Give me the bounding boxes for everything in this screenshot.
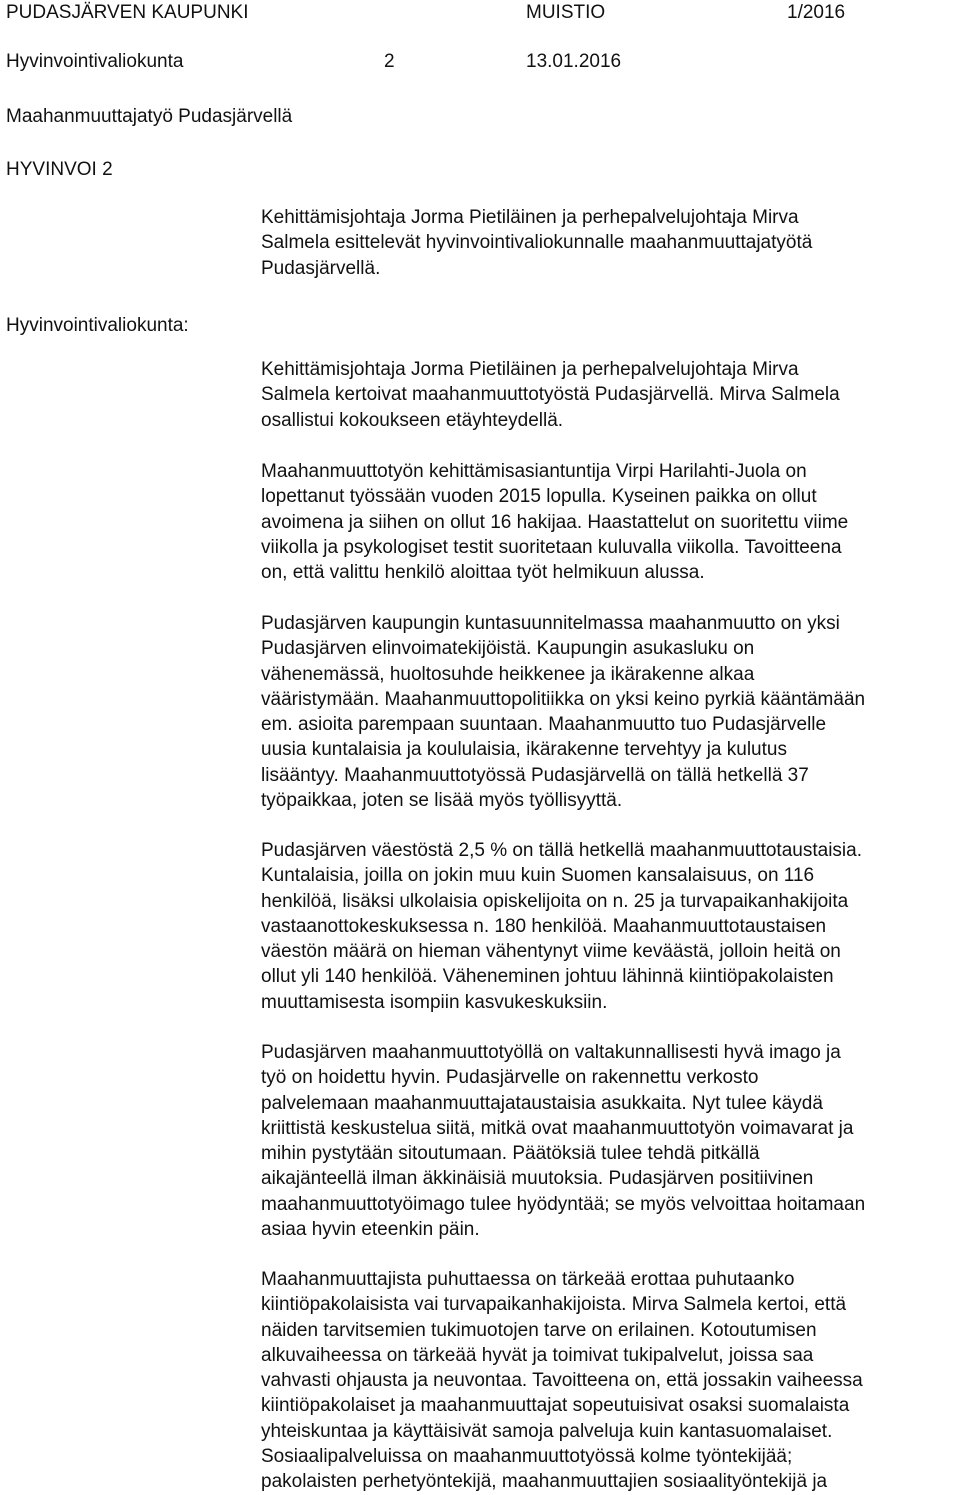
paragraph-population: Pudasjärven väestöstä 2,5 % on tällä hetkellä maahanmuuttotaustaisia. Kuntalaisia, joilla on jokin muu kuin Suomen kansalaisuus, on 116 henkilöä, lisäksi ulkolaisia opiskelijoita on n. 25 ja turvapaikanhakijoita vastaanottokeskuksessa n. 180 henkilöä. Maahanmuuttotaustaisen väestön määrä on hieman vähentynyt viime keväästä, jolloin heitä on ollut yli 140 henkilöä. Väheneminen johtuu lähinnä kiintiöpakolaisten muuttamisesta isompiin kasvukeskuksiin. [261,840,862,1013]
meeting-date: 13.01.2016 [526,51,622,72]
page-number: 2 [384,51,395,72]
document-number: 1/2016 [787,2,846,23]
agenda-code: HYVINVOI 2 [6,159,113,180]
paragraph-discussion: Kehittämisjohtaja Jorma Pietiläinen ja perhepalvelujohtaja Mirva Salmela kertoivat maahanmuuttotyöstä Pudasjärvellä. Mirva Salmela osallistui kokoukseen etäyhteydellä. [261,359,840,431]
paragraph-refugees: Maahanmuuttajista puhuttaessa on tärkeää erottaa puhutaanko kiintiöpakolaisista vai turvapaikanhakijoista. Mirva Salmela kertoi, että näiden tarvitsemien tukimuotojen tarve on erilainen. Kotoutumisen alkuvaiheessa on tärkeää hyvät ja toimivat tukipalvelut, joissa saa vahvasti ohjausta ja neuvontaa. Tavoitteena on, että jossakin vaiheessa kiintiöpakolaiset ja maahanmuuttajat sopeutuisivat osaksi suomalaista yhteiskuntaa ja käyttäisivät samoja palveluja kuin kantasuomalaiset. Sosiaalipalveluissa on maahanmuuttotyössä kolme työntekijää; pakolaisten perhetyöntekijä, maahanmuuttajien sosiaalityöntekijä ja [261,1269,863,1493]
paragraph-image: Pudasjärven maahanmuuttotyöllä on valtakunnallisesti hyvä imago ja työ on hoidettu hyvin. Pudasjärvelle on rakennettu verkosto palvelemaan maahanmuuttajataustaisia asukkaita. Nyt tulee käydä kriittistä keskustelua siitä, mitkä ovat maahanmuuttotyön voimavarat ja mihin pystytään sitoutumaan. Päätöksiä tulee tehdä pitkällä aikajänteellä ilman äkkinäisiä muutoksia. Pudasjärven positiivinen maahanmuuttotyöimago tulee hyödyntää; se myös velvoittaa hoitamaan asiaa hyvin eteenkin päin. [261,1042,866,1241]
board-label: Hyvinvointivaliokunta: [6,315,189,336]
agenda-topic: Maahanmuuttajatyö Pudasjärvellä [6,106,293,127]
organization-name: PUDASJÄRVEN KAUPUNKI [6,2,249,23]
paragraph-presentation: Kehittämisjohtaja Jorma Pietiläinen ja perhepalvelujohtaja Mirva Salmela esittelevät hyvinvointivaliokunnalle maahanmuuttajatyötä Pudasjärvellä. [261,207,813,279]
paragraph-municipal-plan: Pudasjärven kaupungin kuntasuunnitelmassa maahanmuutto on yksi Pudasjärven elinvoimatekijöistä. Kaupungin asukasluku on vähenemässä, huoltosuhde heikkenee ja ikärakenne alkaa vääristymään. Maahanmuuttopolitiikka on yksi keino pyrkiä kääntämään em. asioita parempaan suuntaan. Maahanmuutto tuo Pudasjärvelle uusia kuntalaisia ja koululaisia, ikärakenne tervehtyy ja kulutus lisääntyy. Maahanmuuttotyössä Pudasjärvellä on tällä hetkellä 37 työpaikkaa, joten se lisää myös työllisyyttä. [261,613,866,812]
paragraph-recruitment: Maahanmuuttotyön kehittämisasiantuntija Virpi Harilahti-Juola on lopettanut työssään vuoden 2015 lopulla. Kyseinen paikka on ollut avoimena ja siihen on ollut 16 hakijaa. Haastattelut on suoritettu viime viikolla ja psykologiset testit suoritetaan kuluvalla viikolla. Tavoitteena on, että valittu henkilö aloittaa työt helmikuun alussa. [261,461,849,584]
committee-name: Hyvinvointivaliokunta [6,51,184,72]
document-type: MUISTIO [526,2,606,23]
